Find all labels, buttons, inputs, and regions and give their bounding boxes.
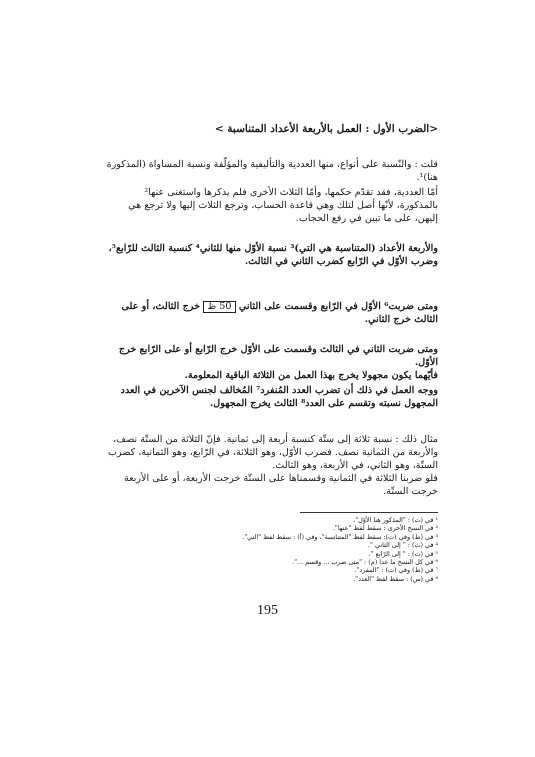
marginal-folio-note: 50 ظ [203,301,235,313]
paragraph-rule-first [105,300,438,326]
footnote: ¹ في (ت) : "المذكور هنا الأوّل". [353,516,438,524]
footnote: ⁶ في كل النسخ ما عدا (م) : "متى ضرب ... وقسم ...". [292,558,438,567]
footnotes [105,516,438,583]
rule-second-text: ومتى ضربت الثاني في الثالث وقسمت على الأوّل خرج الرّابع أو على الرّابع خرج الأوّل. [118,344,438,369]
section-header: <الضرب الأول : العمل بالأربعة الأعداد المتناسبة > [214,123,438,135]
rule-conclusion: فأيّهما يكون مجهولا يخرج بهذا العمل من الثلاثة الباقية المعلومة. [184,370,438,382]
paragraph-method: ووجه العمل في ذلك أن تضرب العدد المُنفرد⁷ المُخالف لجنس الآخرين في العدد المجهول نسبته وتقسم على العدد⁸ الثالث يخرج المجهول. [120,385,438,410]
paragraph-numeric: أمّا العددية، فقد تقدّم حكمها، وأمّا الثلاث الأخرى فلم يذكرها واستغنى عنها² بالمذكورة، لأنّها أصل لتلك وهي قاعدة الحساب، وترجع الثلاث إليها ولا ترجع هي إليهن، على ما تبين في رفع الحجاب. [128,187,438,225]
paragraph-rule-second [105,343,438,383]
paragraph-definition: والأربعة الأعداد (المتناسبة هي التي)³ نسبة الأوّل منها للثاني⁴ كنسبة الثالث للرّابع⁵، وضرب الأوّل في الرّابع كضرب الثاني في الثالث. [108,243,438,268]
paragraph-example-cont: فلو ضربنا الثلاثة في الثمانية وقسمناها على الستّة خرجت الأربعة، أو على الأربعة خرجت الستّة. [123,473,438,498]
footnote: ⁸ في (س) : سقط لفظ "العدد". [353,574,438,583]
footnote: ² في النسخ الأخرى : سقط لفظ "عنها". [332,524,438,533]
rule-first-text: ومتى ضربت⁶ الأوّل في الرّابع وقسمت على الثاني [238,301,438,312]
footnote: ⁷ في (ط) وفي (ت) : "المفرد". [354,566,438,575]
rule-first-cont: خرج الثالث، أو على الثالث خرج الثاني. [121,301,438,326]
footnote: ⁵ في (ت) : " إلى الرّابع ". [368,549,438,558]
footnote: ³ في (ط) وفي (ت): سقط لفظ "المتناسبة"، وفي (أ) : سقط لفظ "التي". [242,532,438,541]
paragraph-intro: قلت : والنّسبة على أنواع، منها العددية والتأليفية والمؤلّفة ونسبة المساواة (المذكورة هنا)¹. [106,159,438,184]
footnote: ⁴ في (ت) : " إلى الثاني ". [368,541,438,550]
footnote-separator [300,512,438,513]
paragraph-example: مثال ذلك : نسبة ثلاثة إلى ستّة كنسبة أربعة إلى ثمانية. فإنّ الثلاثة من الستّة نصف، والأربعة من الثمانية نصف. فضرب الأوّل، وهو الثلاثة، في الرّابع، وهو الثمانية، كضرب الستّة، وهو الثاني، في الأربعة، وهو الثالث. [108,434,438,472]
page-number: 195 [257,603,278,618]
